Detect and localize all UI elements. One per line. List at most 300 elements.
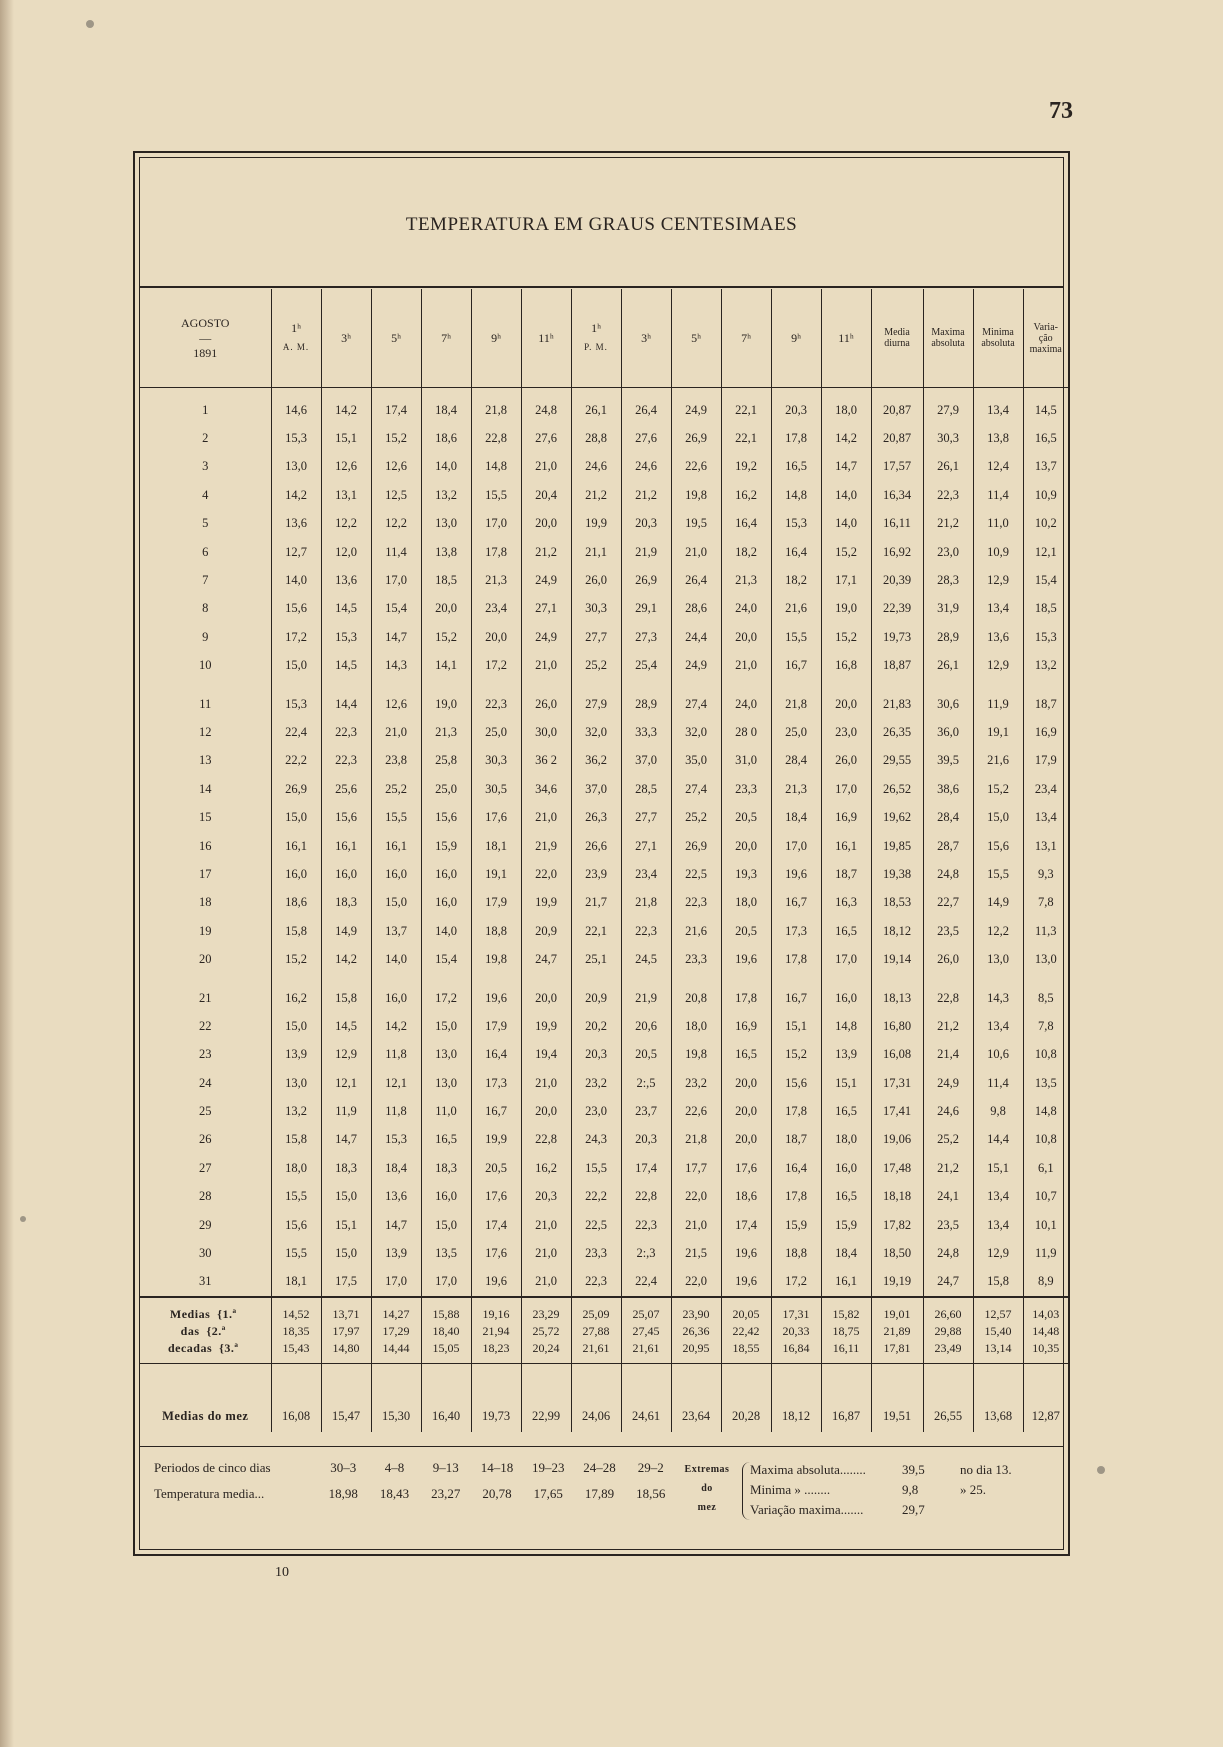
table-row — [140, 945, 1068, 973]
temperature-cell: 29,55 — [871, 747, 923, 775]
temperature-cell: 7,8 — [1023, 1012, 1068, 1040]
temperature-cell: 22,3 — [571, 1268, 621, 1297]
decade-label: decadas {3.ª — [167, 1341, 239, 1356]
decade-mean-cell: 14,44 — [371, 1340, 421, 1364]
temperature-cell: 14,2 — [271, 481, 321, 509]
stain-mark — [20, 1216, 26, 1222]
temperature-cell: 21,3 — [771, 775, 821, 803]
decade-mean-cell: 14,80 — [321, 1340, 371, 1364]
temperature-cell: 26,1 — [923, 453, 973, 481]
temperature-cell: 19,14 — [871, 945, 923, 973]
temperature-cell: 18,8 — [771, 1239, 821, 1267]
temperature-cell: 28,4 — [771, 747, 821, 775]
temperature-cell: 18,12 — [871, 917, 923, 945]
temperature-cell: 15,5 — [571, 1154, 621, 1182]
temperature-cell: 13,4 — [973, 388, 1023, 425]
month-mean-cell: 16,40 — [421, 1364, 471, 1433]
table-row — [140, 538, 1068, 566]
table-row — [140, 1154, 1068, 1182]
temperature-cell: 14,2 — [371, 1012, 421, 1040]
temperature-cell: 14,2 — [821, 424, 871, 452]
temperature-cell: 21,9 — [621, 974, 671, 1012]
temperature-cell: 10,9 — [1023, 481, 1068, 509]
temperature-cell: 13,6 — [321, 566, 371, 594]
day-cell: 23 — [199, 1047, 212, 1062]
table-row — [140, 1268, 1068, 1297]
temperature-cell: 14,0 — [821, 481, 871, 509]
header-hour: 7ʰ — [421, 289, 471, 388]
temperature-cell: 15,5 — [271, 1183, 321, 1211]
temperature-cell: 19,06 — [871, 1126, 923, 1154]
decade-mean-cell: 27,45 — [621, 1323, 671, 1340]
temperature-cell: 22,3 — [671, 889, 721, 917]
temperature-cell: 34,6 — [521, 775, 571, 803]
temperature-cell: 10,2 — [1023, 510, 1068, 538]
stain-mark — [1097, 1466, 1105, 1474]
decade-mean-cell: 16,84 — [771, 1340, 821, 1364]
temperature-cell: 20,3 — [521, 1183, 571, 1211]
temperature-cell: 12,6 — [371, 680, 421, 718]
temperature-cell: 12,6 — [321, 453, 371, 481]
table-row — [140, 388, 1068, 425]
temperature-cell: 18,8 — [471, 917, 521, 945]
temperature-cell: 21,2 — [621, 481, 671, 509]
temperature-cell: 20,0 — [721, 832, 771, 860]
temperature-cell: 11,9 — [1023, 1239, 1068, 1267]
temperature-cell: 26,9 — [621, 566, 671, 594]
temperature-cell: 23,3 — [671, 945, 721, 973]
decade-mean-cell: 14,03 — [1023, 1297, 1068, 1323]
month-mean-cell: 12,87 — [1023, 1364, 1068, 1433]
temperature-cell: 21,0 — [521, 652, 571, 680]
period-temperature: 20,78 — [482, 1486, 512, 1501]
temperature-cell: 22,3 — [923, 481, 973, 509]
temperature-cell: 18,2 — [721, 538, 771, 566]
temperature-cell: 22,8 — [471, 424, 521, 452]
temperature-cell: 16,0 — [821, 1154, 871, 1182]
temperature-cell: 24,3 — [571, 1126, 621, 1154]
temperature-cell: 20,0 — [721, 1069, 771, 1097]
header-variacao-maxima: Varia- ção maxima — [1023, 289, 1068, 388]
sheet-number: 10 — [275, 1565, 289, 1580]
table-row — [140, 974, 1068, 1012]
temperature-cell: 26,6 — [571, 832, 621, 860]
day-cell: 3 — [202, 459, 209, 474]
decade-mean-cell: 20,05 — [721, 1297, 771, 1323]
header-minima-absoluta: Minima absoluta — [973, 289, 1023, 388]
temperature-cell: 14,7 — [321, 1126, 371, 1154]
temperature-cell: 21,5 — [671, 1239, 721, 1267]
temperature-cell: 15,1 — [321, 424, 371, 452]
temperature-cell: 20,5 — [471, 1154, 521, 1182]
temperature-cell: 17,0 — [371, 1268, 421, 1297]
temperature-cell: 14,7 — [371, 623, 421, 651]
temperature-cell: 25,2 — [671, 803, 721, 831]
temperature-cell: 15,3 — [771, 510, 821, 538]
temperature-cell: 17,8 — [771, 945, 821, 973]
temperature-cell: 15,6 — [421, 803, 471, 831]
temperature-cell: 16,4 — [771, 538, 821, 566]
day-cell: 24 — [199, 1075, 212, 1090]
extreme-item: Maxima absoluta........ 39,5 no dia 13. — [750, 1462, 1012, 1477]
temperature-cell: 15,6 — [271, 1211, 321, 1239]
temperature-cell: 21,3 — [421, 718, 471, 746]
temperature-cell: 2:,3 — [621, 1239, 671, 1267]
temperature-cell: 14,4 — [321, 680, 371, 718]
temperature-cell: 15,5 — [471, 481, 521, 509]
temperature-cell: 21,0 — [671, 538, 721, 566]
temperature-cell: 30,3 — [923, 424, 973, 452]
temperature-cell: 16,1 — [321, 832, 371, 860]
temperature-cell: 13,9 — [371, 1239, 421, 1267]
temperature-cell: 12,1 — [371, 1069, 421, 1097]
day-cell: 20 — [199, 952, 212, 967]
temperature-cell: 14,0 — [821, 510, 871, 538]
temperature-cell: 26,4 — [621, 388, 671, 425]
temperature-cell: 18,13 — [871, 974, 923, 1012]
temperature-cell: 18,1 — [471, 832, 521, 860]
temperature-cell: 22,4 — [621, 1268, 671, 1297]
temperature-cell: 13,0 — [1023, 945, 1068, 973]
month-mean-cell: 19,51 — [871, 1364, 923, 1433]
temperature-cell: 21,6 — [671, 917, 721, 945]
table-row — [140, 775, 1068, 803]
temperature-cell: 14,6 — [271, 388, 321, 425]
temperature-cell: 16,9 — [721, 1012, 771, 1040]
decade-mean-cell: 17,29 — [371, 1323, 421, 1340]
temperature-cell: 13,6 — [271, 510, 321, 538]
temperature-cell: 22,3 — [621, 917, 671, 945]
temperature-cell: 30,3 — [571, 595, 621, 623]
temperature-cell: 39,5 — [923, 747, 973, 775]
day-cell: 12 — [199, 724, 212, 739]
temperature-cell: 20,4 — [521, 481, 571, 509]
table-row — [140, 803, 1068, 831]
decade-mean-cell: 17,81 — [871, 1340, 923, 1364]
table-row — [140, 832, 1068, 860]
temperature-cell: 21,0 — [521, 803, 571, 831]
header-hour: 9ʰ — [471, 289, 521, 388]
temperature-cell: 22,1 — [721, 424, 771, 452]
temperature-cell: 13,0 — [271, 453, 321, 481]
table-row — [140, 1211, 1068, 1239]
temperature-cell: 21,7 — [571, 889, 621, 917]
temperature-cell: 17,5 — [321, 1268, 371, 1297]
temperature-cell: 14,9 — [321, 917, 371, 945]
month-mean-cell: 18,12 — [771, 1364, 821, 1433]
decade-mean-cell: 21,89 — [871, 1323, 923, 1340]
temperature-cell: 24,0 — [721, 595, 771, 623]
day-cell: 9 — [202, 629, 209, 644]
temperature-cell: 19,1 — [471, 860, 521, 888]
temperature-cell: 15,6 — [271, 595, 321, 623]
temperature-cell: 19,2 — [721, 453, 771, 481]
temperature-cell: 15,2 — [821, 623, 871, 651]
period-value: 14–18 — [480, 1460, 514, 1475]
temperature-cell: 15,9 — [821, 1211, 871, 1239]
temperature-cell: 30,5 — [471, 775, 521, 803]
temperature-cell: 28,9 — [621, 680, 671, 718]
temperature-cell: 6,1 — [1023, 1154, 1068, 1182]
temperature-cell: 13,4 — [1023, 803, 1068, 831]
temperature-cell: 11,0 — [973, 510, 1023, 538]
temperature-cell: 21,1 — [571, 538, 621, 566]
temperature-cell: 16,2 — [521, 1154, 571, 1182]
temperature-cell: 17,6 — [471, 803, 521, 831]
header-hour: 5ʰ — [671, 289, 721, 388]
decade-mean-cell: 20,95 — [671, 1340, 721, 1364]
temperature-cell: 12,1 — [321, 1069, 371, 1097]
temperature-cell: 23,5 — [923, 1211, 973, 1239]
temperature-cell: 14,0 — [371, 945, 421, 973]
temperature-cell: 21,0 — [521, 453, 571, 481]
decade-mean-cell: 18,55 — [721, 1340, 771, 1364]
temperature-cell: 37,0 — [571, 775, 621, 803]
decade-mean-cell: 16,11 — [821, 1340, 871, 1364]
day-cell: 7 — [202, 573, 209, 588]
temperature-cell: 13,2 — [421, 481, 471, 509]
temperature-cell: 27,3 — [621, 623, 671, 651]
day-cell: 5 — [202, 516, 209, 531]
temperature-cell: 14,3 — [371, 652, 421, 680]
temperature-cell: 8,9 — [1023, 1268, 1068, 1297]
table-row — [140, 1012, 1068, 1040]
temperature-cell: 8,5 — [1023, 974, 1068, 1012]
temperature-cell: 12,4 — [973, 453, 1023, 481]
temperature-cell: 10,1 — [1023, 1211, 1068, 1239]
day-cell: 18 — [199, 895, 212, 910]
temperature-cell: 26,0 — [821, 747, 871, 775]
table-row — [140, 1069, 1068, 1097]
temperature-cell: 26,3 — [571, 803, 621, 831]
period-value: 4–8 — [384, 1460, 405, 1475]
temperature-cell: 16,92 — [871, 538, 923, 566]
temperature-cell: 11,4 — [371, 538, 421, 566]
day-cell: 25 — [199, 1104, 212, 1119]
temperature-cell: 16,4 — [771, 1154, 821, 1182]
header-dash: — — [199, 330, 212, 345]
temperature-cell: 26,0 — [521, 680, 571, 718]
temperature-cell: 20,9 — [521, 917, 571, 945]
temperature-cell: 25,6 — [321, 775, 371, 803]
temperature-cell: 16,5 — [821, 917, 871, 945]
day-cell: 4 — [202, 487, 209, 502]
decade-mean-cell: 25,72 — [521, 1323, 571, 1340]
temperature-cell: 18,3 — [321, 1154, 371, 1182]
temperature-cell: 26,1 — [923, 652, 973, 680]
temperature-cell: 10,8 — [1023, 1126, 1068, 1154]
temperature-cell: 25,4 — [621, 652, 671, 680]
temperature-cell: 18,0 — [821, 388, 871, 425]
temperature-cell: 15,1 — [771, 1012, 821, 1040]
temperature-cell: 17,9 — [471, 1012, 521, 1040]
temperature-cell: 15,0 — [371, 889, 421, 917]
month-mean-cell: 16,08 — [271, 1364, 321, 1433]
temperature-cell: 27,6 — [521, 424, 571, 452]
decade-row — [140, 1323, 1068, 1340]
temperature-cell: 18,3 — [321, 889, 371, 917]
temperature-cell: 13,5 — [421, 1239, 471, 1267]
temperature-cell: 16,3 — [821, 889, 871, 917]
temperature-cell: 19,9 — [521, 889, 571, 917]
day-cell: 6 — [202, 544, 209, 559]
temperature-cell: 19,0 — [821, 595, 871, 623]
temperature-cell: 19,6 — [721, 1239, 771, 1267]
day-cell: 1 — [202, 402, 209, 417]
temperature-cell: 19,9 — [471, 1126, 521, 1154]
temperature-cell: 15,8 — [973, 1268, 1023, 1297]
temperature-cell: 21,4 — [923, 1041, 973, 1069]
header-maxima-absoluta: Maxima absoluta — [923, 289, 973, 388]
temperature-cell: 13,9 — [821, 1041, 871, 1069]
temperature-cell: 17,4 — [471, 1211, 521, 1239]
decade-mean-cell: 25,07 — [621, 1297, 671, 1323]
temperature-cell: 20,2 — [571, 1012, 621, 1040]
day-cell: 10 — [199, 658, 212, 673]
temperature-cell: 13,8 — [421, 538, 471, 566]
temperature-cell: 15,3 — [271, 680, 321, 718]
temperature-cell: 20,0 — [521, 510, 571, 538]
temperature-cell: 16,5 — [1023, 424, 1068, 452]
temperature-cell: 22,8 — [521, 1126, 571, 1154]
temperature-cell: 14,7 — [821, 453, 871, 481]
temperature-cell: 16,34 — [871, 481, 923, 509]
temperature-cell: 18,87 — [871, 652, 923, 680]
temperature-cell: 24,0 — [721, 680, 771, 718]
day-cell: 13 — [199, 753, 212, 768]
temperature-cell: 20,0 — [471, 623, 521, 651]
temperature-cell: 17,1 — [821, 566, 871, 594]
temperature-cell: 19,6 — [721, 1268, 771, 1297]
header-hour: 5ʰ — [371, 289, 421, 388]
temperature-cell: 35,0 — [671, 747, 721, 775]
temperature-cell: 13,6 — [973, 623, 1023, 651]
temperature-cell: 24,8 — [923, 860, 973, 888]
header-row — [140, 289, 1068, 388]
decade-mean-cell: 14,48 — [1023, 1323, 1068, 1340]
temperature-cell: 23,0 — [923, 538, 973, 566]
page-edge-shadow — [0, 0, 14, 1747]
temperature-cell: 13,2 — [271, 1097, 321, 1125]
day-cell: 21 — [199, 990, 212, 1005]
temperature-cell: 15,1 — [821, 1069, 871, 1097]
temperature-cell: 18,4 — [421, 388, 471, 425]
temperature-cell: 37,0 — [621, 747, 671, 775]
day-cell: 15 — [199, 810, 212, 825]
temperature-cell: 20,0 — [721, 623, 771, 651]
temperature-cell: 15,0 — [973, 803, 1023, 831]
temperature-cell: 20,9 — [571, 974, 621, 1012]
temperature-cell: 24,5 — [621, 945, 671, 973]
temperature-cell: 17,48 — [871, 1154, 923, 1182]
temperature-cell: 10,6 — [973, 1041, 1023, 1069]
temperature-cell: 26,52 — [871, 775, 923, 803]
temperature-cell: 18,4 — [371, 1154, 421, 1182]
temperature-cell: 19,5 — [671, 510, 721, 538]
temperature-cell: 13,1 — [321, 481, 371, 509]
temperature-cell: 24,7 — [923, 1268, 973, 1297]
period-temperature: 17,65 — [533, 1486, 563, 1501]
temperature-cell: 21,8 — [671, 1126, 721, 1154]
decade-row — [140, 1297, 1068, 1323]
temperature-cell: 20,5 — [621, 1041, 671, 1069]
month-mean-cell: 15,47 — [321, 1364, 371, 1433]
temperature-cell: 13,4 — [973, 1183, 1023, 1211]
temperature-cell: 12,9 — [973, 652, 1023, 680]
temperature-cell: 32,0 — [671, 718, 721, 746]
month-means-row — [140, 1364, 1068, 1433]
temperature-cell: 21,0 — [521, 1239, 571, 1267]
month-mean-cell: 13,68 — [973, 1364, 1023, 1433]
day-cell: 17 — [199, 866, 212, 881]
temperature-cell: 14,1 — [421, 652, 471, 680]
temperature-cell: 20,3 — [621, 1126, 671, 1154]
temperature-cell: 17,2 — [771, 1268, 821, 1297]
table-row — [140, 566, 1068, 594]
temperature-cell: 21,0 — [721, 652, 771, 680]
decade-mean-cell: 27,88 — [571, 1323, 621, 1340]
temperature-cell: 18,1 — [271, 1268, 321, 1297]
temperature-cell: 22,6 — [671, 453, 721, 481]
temperature-cell: 22,6 — [671, 1097, 721, 1125]
period-value: 24–28 — [583, 1460, 616, 1475]
temperature-cell: 20,3 — [771, 388, 821, 425]
temperature-cell: 19,1 — [973, 718, 1023, 746]
temperature-cell: 15,8 — [271, 917, 321, 945]
decade-mean-cell: 15,40 — [973, 1323, 1023, 1340]
decade-mean-cell: 22,42 — [721, 1323, 771, 1340]
decade-mean-cell: 13,14 — [973, 1340, 1023, 1364]
header-hour: 1ʰ A. M. — [271, 289, 321, 388]
temperature-cell: 22,3 — [621, 1211, 671, 1239]
temperature-cell: 16,9 — [821, 803, 871, 831]
temperature-cell: 17,0 — [771, 832, 821, 860]
decade-mean-cell: 20,24 — [521, 1340, 571, 1364]
temperature-cell: 12,2 — [321, 510, 371, 538]
temperature-cell: 16,5 — [421, 1126, 471, 1154]
temperature-cell: 38,6 — [923, 775, 973, 803]
temperature-cell: 21,8 — [621, 889, 671, 917]
temperature-cell: 28,6 — [671, 595, 721, 623]
temperature-cell: 20,39 — [871, 566, 923, 594]
footer-rule — [140, 1446, 1063, 1447]
temperature-cell: 16,1 — [371, 832, 421, 860]
temperature-cell: 22,5 — [571, 1211, 621, 1239]
day-cell: 14 — [199, 781, 212, 796]
decade-row — [140, 1340, 1068, 1364]
temperature-cell: 15,3 — [1023, 623, 1068, 651]
temperature-cell: 15,1 — [973, 1154, 1023, 1182]
temperature-cell: 16,5 — [821, 1097, 871, 1125]
temperature-cell: 21,9 — [621, 538, 671, 566]
temperature-cell: 20,5 — [721, 803, 771, 831]
temperature-cell: 22,2 — [271, 747, 321, 775]
temperature-cell: 26,9 — [271, 775, 321, 803]
temperature-cell: 32,0 — [571, 718, 621, 746]
temperature-cell: 21,9 — [521, 832, 571, 860]
temperature-cell: 25,2 — [371, 775, 421, 803]
temperature-media-label: Temperatura media... — [154, 1486, 265, 1501]
temperature-cell: 17,2 — [421, 974, 471, 1012]
stain-mark — [86, 20, 94, 28]
temperature-cell: 25,8 — [421, 747, 471, 775]
table-row — [140, 623, 1068, 651]
table-row — [140, 1183, 1068, 1211]
temperature-cell: 16,7 — [771, 652, 821, 680]
temperature-cell: 18,2 — [771, 566, 821, 594]
temperature-cell: 14,7 — [371, 1211, 421, 1239]
decade-mean-cell: 17,31 — [771, 1297, 821, 1323]
